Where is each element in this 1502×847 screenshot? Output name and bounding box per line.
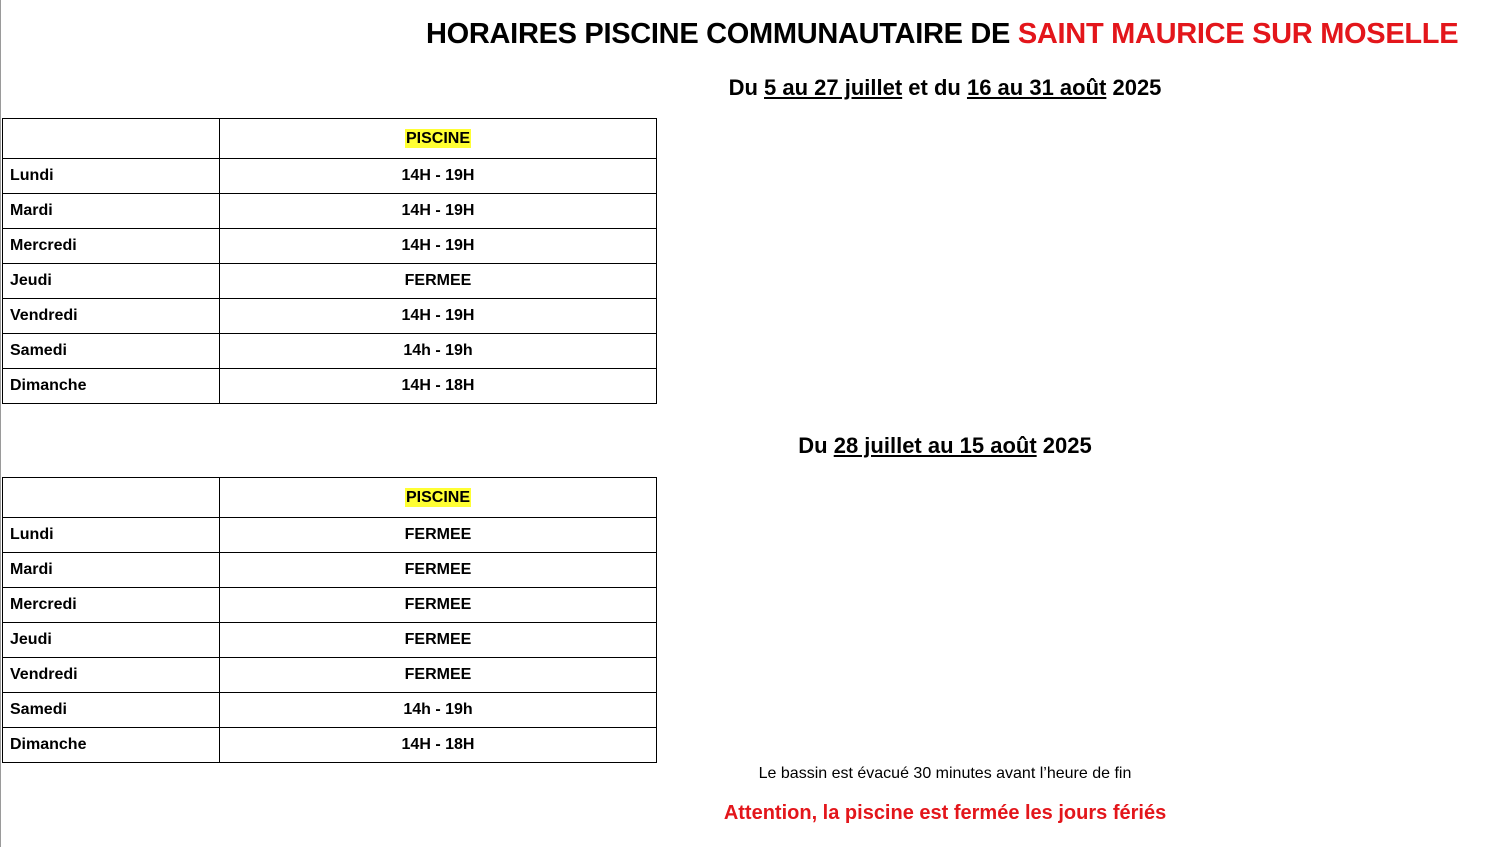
- hours-cell: 14H - 19H: [220, 299, 657, 334]
- hours-cell: 14h - 19h: [220, 693, 657, 728]
- title-red-part: SAINT MAURICE SUR MOSELLE: [1017, 18, 1459, 50]
- table-row: [3, 728, 657, 763]
- period-1-middle: et du: [902, 75, 967, 100]
- day-cell: Mardi: [3, 194, 220, 229]
- hours-cell: FERMEE: [220, 588, 657, 623]
- period-1-range-2: 16 au 31 août: [966, 75, 1107, 100]
- schedule-table-1: [2, 118, 657, 404]
- hours-cell: 14H - 19H: [220, 194, 657, 229]
- day-cell: Dimanche: [3, 369, 220, 404]
- left-border-line: [0, 0, 1, 847]
- day-cell: Vendredi: [3, 658, 220, 693]
- day-cell: Mardi: [3, 553, 220, 588]
- schedule-table-2: [2, 477, 657, 763]
- day-cell: Jeudi: [3, 623, 220, 658]
- hours-cell: 14H - 19H: [220, 159, 657, 194]
- table-row: [3, 264, 657, 299]
- period-1-heading: [645, 75, 1245, 101]
- hours-cell: 14h - 19h: [220, 334, 657, 369]
- hours-cell: FERMEE: [220, 553, 657, 588]
- hours-cell: 14H - 18H: [220, 728, 657, 763]
- table-row: [3, 623, 657, 658]
- period-2-heading: [645, 433, 1245, 459]
- day-cell: Dimanche: [3, 728, 220, 763]
- period-1-prefix: Du: [728, 75, 765, 100]
- table-row: [3, 553, 657, 588]
- hours-cell: 14H - 19H: [220, 229, 657, 264]
- piscine-header-label: PISCINE: [405, 129, 470, 147]
- table-row: [3, 369, 657, 404]
- table-header-row: [3, 119, 657, 159]
- page-title: [426, 18, 1476, 58]
- table-header-row: [3, 478, 657, 518]
- period-2-suffix: 2025: [1036, 433, 1092, 458]
- period-2-prefix: Du: [798, 433, 834, 458]
- period-1-suffix: 2025: [1106, 75, 1162, 100]
- hours-cell: FERMEE: [220, 264, 657, 299]
- header-cell: [220, 478, 657, 518]
- evacuation-note: Le bassin est évacué 30 minutes avant l’heure de fin: [758, 765, 1132, 782]
- title-black-part: HORAIRES PISCINE COMMUNAUTAIRE DE: [426, 18, 1018, 50]
- table-row: [3, 658, 657, 693]
- hours-cell: FERMEE: [220, 623, 657, 658]
- table-row: [3, 334, 657, 369]
- period-2-range: 28 juillet au 15 août: [833, 433, 1037, 458]
- day-cell: Vendredi: [3, 299, 220, 334]
- day-cell: Lundi: [3, 159, 220, 194]
- header-empty-cell: [3, 119, 220, 159]
- table-row: [3, 693, 657, 728]
- piscine-header-label: PISCINE: [405, 488, 470, 506]
- day-cell: Lundi: [3, 518, 220, 553]
- hours-cell: FERMEE: [220, 658, 657, 693]
- table-row: [3, 229, 657, 264]
- table-row: [3, 159, 657, 194]
- table-row: [3, 194, 657, 229]
- day-cell: Mercredi: [3, 588, 220, 623]
- header-cell: [220, 119, 657, 159]
- day-cell: Samedi: [3, 334, 220, 369]
- hours-cell: 14H - 18H: [220, 369, 657, 404]
- day-cell: Samedi: [3, 693, 220, 728]
- table-row: [3, 299, 657, 334]
- table-row: [3, 588, 657, 623]
- day-cell: Mercredi: [3, 229, 220, 264]
- day-cell: Jeudi: [3, 264, 220, 299]
- table-row: [3, 518, 657, 553]
- header-empty-cell: [3, 478, 220, 518]
- holiday-warning: Attention, la piscine est fermée les jours fériés: [723, 802, 1167, 824]
- period-1-range-1: 5 au 27 juillet: [764, 75, 903, 100]
- hours-cell: FERMEE: [220, 518, 657, 553]
